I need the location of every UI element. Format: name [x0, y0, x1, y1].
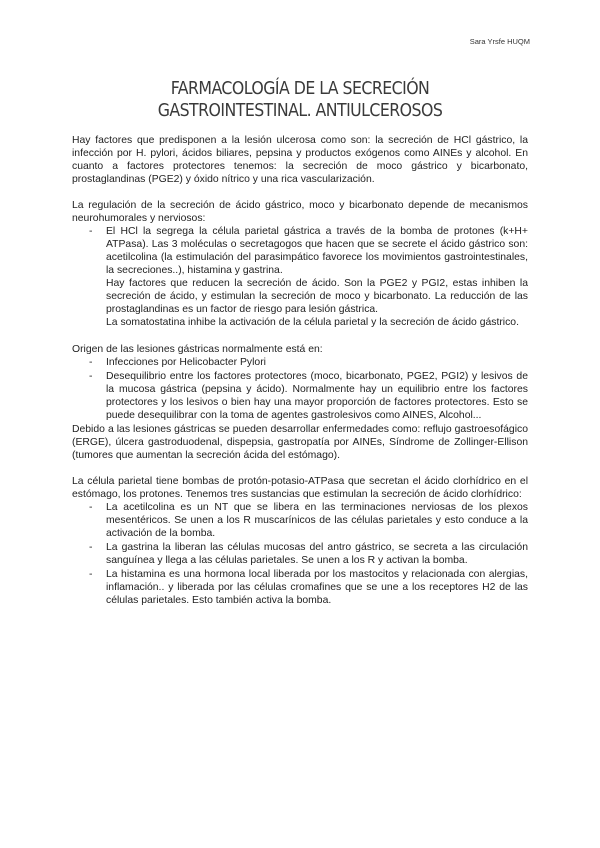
list-item: - La acetilcolina es un NT que se libera en las terminaciones nerviosas de los plexos mesentéricos. Se unen a los R muscarínicos de las células parietales y esto conduce a la activación de la bomba. [106, 501, 528, 540]
list-item: - Infecciones por Helicobacter Pylori [106, 356, 528, 369]
list-item: - La gastrina la liberan las células mucosas del antro gástrico, se secreta a las circulación sanguínea y llega a las células parietales. Se unen a los R y activan la bomba. [106, 541, 528, 567]
list-item [106, 225, 528, 329]
parietal-cell-paragraph: La célula parietal tiene bombas de protón-potasio-ATPasa que secretan el ácido clorhídrico en el estómago, los protones. Tenemos tres sustancias que estimulan la secreción de ácido clorhídrico: [72, 476, 528, 500]
list-item: - Desequilibrio entre los factores protectores (moco, bicarbonato, PGE2, PGI2) y lesivos de la mucosa gástrica (pepsina y ácido). Normalmente hay un equilibrio entre los factores protectores y los lesivos o bien hay una mayor proporción de factores protectores. Esto se puede desequilibrar con la toma de agentes gastrolesivos como AINES, Alcohol... [106, 370, 528, 422]
intro-paragraph: Hay factores que predisponen a la lesión ulcerosa como son: la secreción de HCl gástrico, la infección por H. pylori, ácidos biliares, pepsina y productos exógenos como AINEs y alcohol. En cuanto a factores protectores tenemos: la secreción de moco gástrico y bicarbonato, prostaglandinas (PGE2) y óxido nítrico y una rica vascularización. [72, 135, 528, 185]
page-title: FARMACOLOGÍA DE LA SECRECIÓN GASTROINTESTINAL. ANTIULCEROSOS [157, 79, 443, 121]
origin-list [72, 356, 528, 422]
author-header: Sara Yrsfe HUQM [469, 37, 530, 46]
regulation-list [72, 225, 528, 329]
hcl-secretion-text: - El HCl la segrega la célula parietal gástrica a través de la bomba de protones (k+H+ ATPasa). Las 3 moléculas o secretagogos que hacen que se secrete el ácido gástrico son: acetilcolina (la estimulación del parasimpático favorece los movimientos gastrointestinales, la secreciones..), histamina y gastrina. [106, 226, 528, 276]
stimulants-list [72, 501, 528, 607]
list-item: - La histamina es una hormona local liberada por los mastocitos y relacionada con alergias, inflamación.. y liberada por las células cromafines que se une a los receptores H2 de las células parietales. Esto también activa la bomba. [106, 568, 528, 607]
acid-reducing-factors-text: Hay factores que reducen la secreción de ácido. Son la PGE2 y PGI2, estas inhiben la secreción de ácido, y estimulan la secreción de moco y bicarbonato. La reducción de las prostaglandinas es un factor de riesgo para lesión gástrica. [106, 278, 528, 315]
origin-paragraph: Origen de las lesiones gástricas normalmente está en: [72, 344, 323, 355]
somatostatin-text: La somatostatina inhibe la activación de la célula parietal y la secreción de ácido gástrico. [106, 317, 519, 328]
diseases-paragraph: Debido a las lesiones gástricas se pueden desarrollar enfermedades como: reflujo gastroesofágico (ERGE), úlcera gastroduodenal, dispepsia, gastropatía por AINEs, Síndrome de Zollinger-Ellison (tumores que aumentan la secreción ácida del estómago). [72, 424, 528, 461]
document-body [72, 134, 528, 608]
regulation-paragraph: La regulación de la secreción de ácido gástrico, moco y bicarbonato depende de mecanismos neurohumorales y nerviosos: [72, 200, 528, 224]
